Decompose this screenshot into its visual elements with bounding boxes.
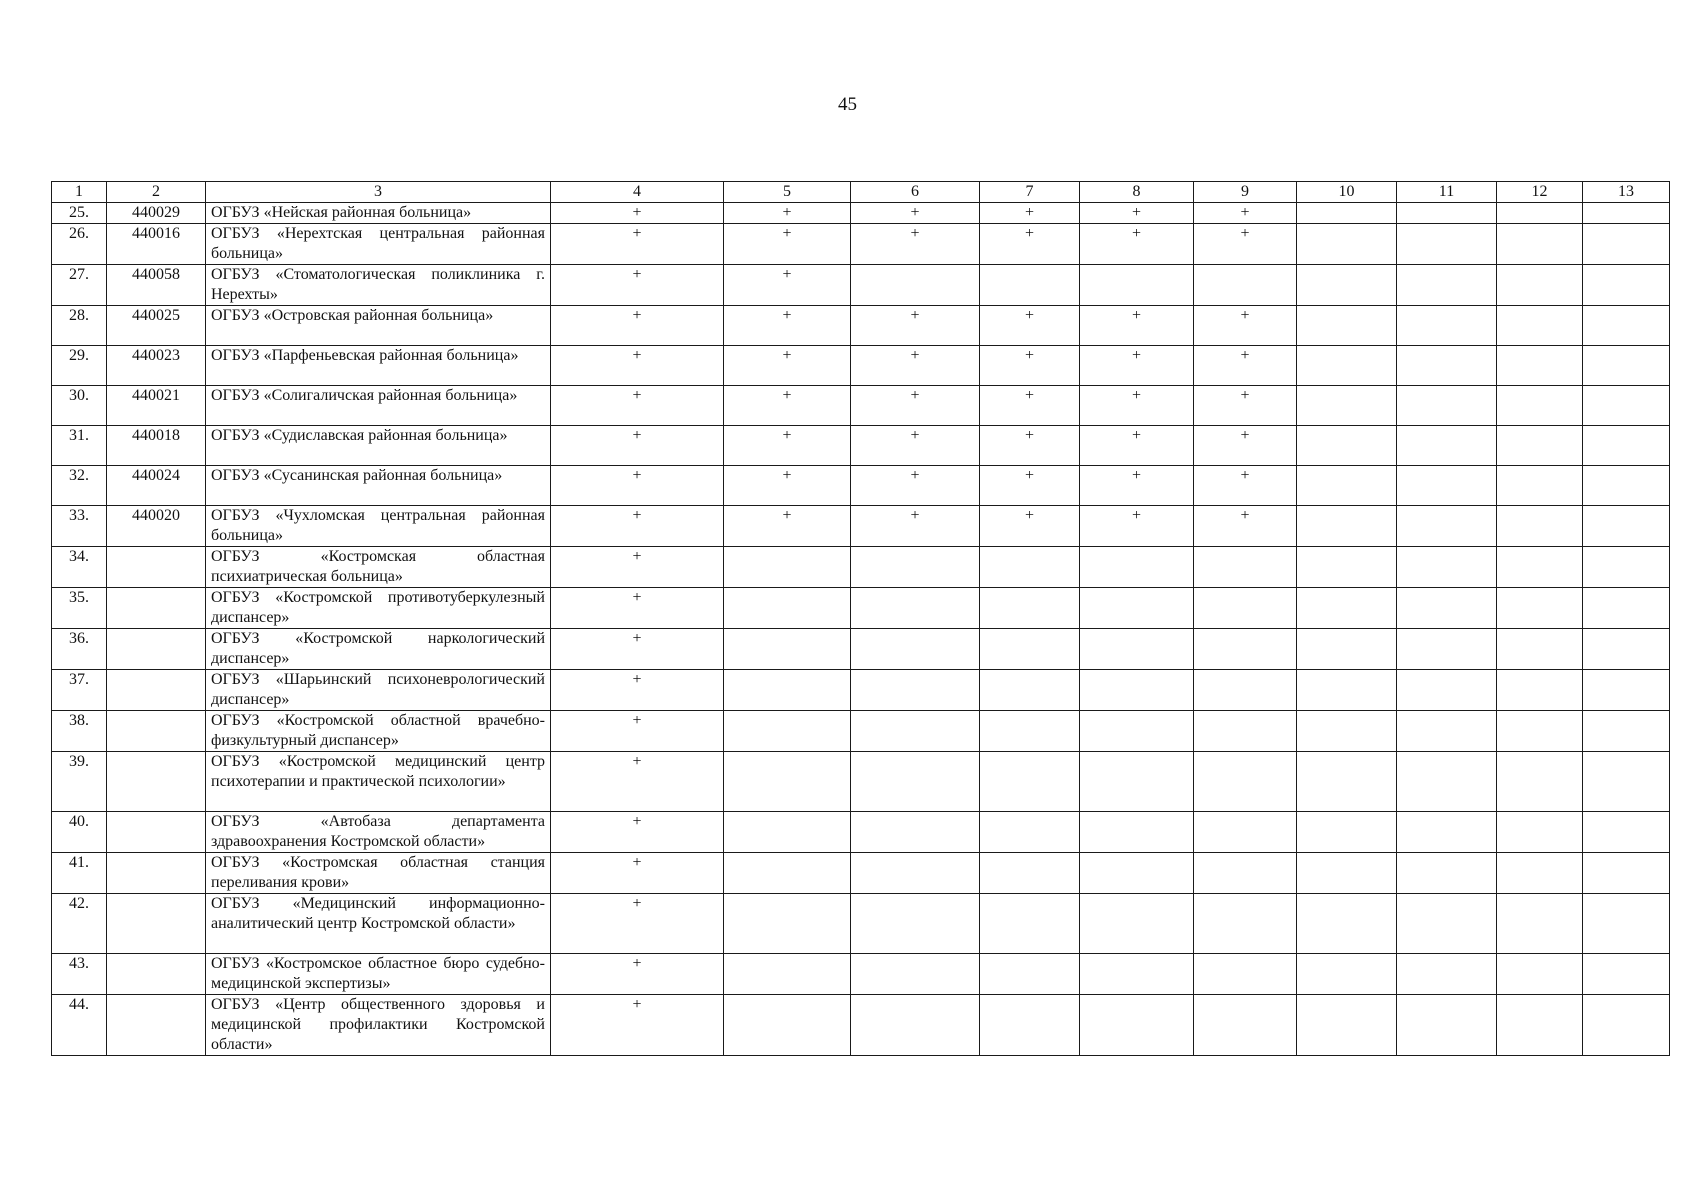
- table-row: [52, 386, 1670, 426]
- mark-cell-col-4: +: [551, 506, 724, 547]
- mark-cell-col-9: [1194, 995, 1297, 1056]
- facility-code: [107, 954, 206, 995]
- table-row: [52, 265, 1670, 306]
- mark-cell-col-9: [1194, 812, 1297, 853]
- mark-cell-col-11: [1397, 954, 1497, 995]
- mark-cell-col-4: +: [551, 265, 724, 306]
- mark-cell-col-9: +: [1194, 506, 1297, 547]
- mark-cell-col-7: [980, 812, 1080, 853]
- mark-cell-col-9: +: [1194, 426, 1297, 466]
- facility-code: [107, 812, 206, 853]
- mark-cell-col-8: +: [1080, 466, 1194, 506]
- mark-cell-col-11: [1397, 995, 1497, 1056]
- mark-cell-col-13: [1583, 506, 1670, 547]
- mark-cell-col-11: [1397, 670, 1497, 711]
- column-header-12: 12: [1497, 182, 1583, 203]
- row-number: 36.: [52, 629, 107, 670]
- mark-cell-col-10: [1297, 670, 1397, 711]
- mark-cell-col-11: [1397, 752, 1497, 812]
- mark-cell-col-4: +: [551, 588, 724, 629]
- mark-cell-col-13: [1583, 670, 1670, 711]
- row-number: 32.: [52, 466, 107, 506]
- column-header-row: [52, 182, 1670, 203]
- row-number: 31.: [52, 426, 107, 466]
- facility-name: ОГБУЗ «Нейская районная больница»: [206, 203, 551, 224]
- mark-cell-col-6: [851, 853, 980, 894]
- mark-cell-col-11: [1397, 386, 1497, 426]
- mark-cell-col-6: +: [851, 506, 980, 547]
- mark-cell-col-13: [1583, 466, 1670, 506]
- column-header-4: 4: [551, 182, 724, 203]
- mark-cell-col-5: [724, 995, 851, 1056]
- facility-name: ОГБУЗ «Костромской противотуберкулезный диспансер»: [206, 588, 551, 629]
- column-header-6: 6: [851, 182, 980, 203]
- mark-cell-col-5: +: [724, 203, 851, 224]
- mark-cell-col-12: [1497, 812, 1583, 853]
- mark-cell-col-6: [851, 711, 980, 752]
- table-row: [52, 894, 1670, 954]
- row-number: 28.: [52, 306, 107, 346]
- mark-cell-col-5: +: [724, 265, 851, 306]
- mark-cell-col-5: +: [724, 426, 851, 466]
- mark-cell-col-4: +: [551, 995, 724, 1056]
- mark-cell-col-7: [980, 853, 1080, 894]
- mark-cell-col-5: +: [724, 506, 851, 547]
- column-header-5: 5: [724, 182, 851, 203]
- mark-cell-col-6: [851, 812, 980, 853]
- mark-cell-col-6: [851, 752, 980, 812]
- column-header-9: 9: [1194, 182, 1297, 203]
- mark-cell-col-5: [724, 894, 851, 954]
- mark-cell-col-13: [1583, 711, 1670, 752]
- mark-cell-col-5: +: [724, 386, 851, 426]
- mark-cell-col-4: +: [551, 954, 724, 995]
- facility-name: ОГБУЗ «Костромская областная психиатрическая больница»: [206, 547, 551, 588]
- column-header-13: 13: [1583, 182, 1670, 203]
- mark-cell-col-7: +: [980, 203, 1080, 224]
- mark-cell-col-10: [1297, 265, 1397, 306]
- facility-code: [107, 853, 206, 894]
- facility-name: ОГБУЗ «Костромское областное бюро судебно-медицинской экспертизы»: [206, 954, 551, 995]
- mark-cell-col-12: [1497, 426, 1583, 466]
- mark-cell-col-12: [1497, 224, 1583, 265]
- mark-cell-col-7: +: [980, 466, 1080, 506]
- mark-cell-col-6: [851, 588, 980, 629]
- mark-cell-col-8: [1080, 547, 1194, 588]
- mark-cell-col-4: +: [551, 629, 724, 670]
- mark-cell-col-10: [1297, 711, 1397, 752]
- mark-cell-col-13: [1583, 426, 1670, 466]
- column-header-7: 7: [980, 182, 1080, 203]
- mark-cell-col-12: [1497, 547, 1583, 588]
- row-number: 25.: [52, 203, 107, 224]
- row-number: 30.: [52, 386, 107, 426]
- mark-cell-col-5: [724, 711, 851, 752]
- facility-name: ОГБУЗ «Парфеньевская районная больница»: [206, 346, 551, 386]
- mark-cell-col-9: +: [1194, 466, 1297, 506]
- mark-cell-col-13: [1583, 346, 1670, 386]
- mark-cell-col-7: [980, 588, 1080, 629]
- mark-cell-col-11: [1397, 346, 1497, 386]
- mark-cell-col-6: +: [851, 346, 980, 386]
- row-number: 29.: [52, 346, 107, 386]
- mark-cell-col-12: [1497, 711, 1583, 752]
- mark-cell-col-10: [1297, 386, 1397, 426]
- mark-cell-col-12: [1497, 265, 1583, 306]
- mark-cell-col-7: [980, 995, 1080, 1056]
- row-number: 42.: [52, 894, 107, 954]
- mark-cell-col-6: +: [851, 306, 980, 346]
- mark-cell-col-4: +: [551, 752, 724, 812]
- mark-cell-col-9: [1194, 853, 1297, 894]
- mark-cell-col-6: [851, 995, 980, 1056]
- mark-cell-col-7: +: [980, 346, 1080, 386]
- row-number: 33.: [52, 506, 107, 547]
- mark-cell-col-9: +: [1194, 306, 1297, 346]
- mark-cell-col-6: +: [851, 224, 980, 265]
- mark-cell-col-12: [1497, 670, 1583, 711]
- facility-code: 440020: [107, 506, 206, 547]
- mark-cell-col-8: [1080, 752, 1194, 812]
- table-row: [52, 588, 1670, 629]
- mark-cell-col-10: [1297, 224, 1397, 265]
- row-number: 41.: [52, 853, 107, 894]
- facility-name: ОГБУЗ «Стоматологическая поликлиника г. Нерехты»: [206, 265, 551, 306]
- column-header-11: 11: [1397, 182, 1497, 203]
- mark-cell-col-4: +: [551, 466, 724, 506]
- mark-cell-col-11: [1397, 812, 1497, 853]
- facility-name: ОГБУЗ «Медицинский информационно-аналитический центр Костромской области»: [206, 894, 551, 954]
- facility-name: ОГБУЗ «Судиславская районная больница»: [206, 426, 551, 466]
- mark-cell-col-4: +: [551, 812, 724, 853]
- mark-cell-col-13: [1583, 203, 1670, 224]
- mark-cell-col-10: [1297, 894, 1397, 954]
- mark-cell-col-5: [724, 629, 851, 670]
- mark-cell-col-4: +: [551, 224, 724, 265]
- mark-cell-col-4: +: [551, 547, 724, 588]
- mark-cell-col-13: [1583, 853, 1670, 894]
- row-number: 38.: [52, 711, 107, 752]
- facility-code: 440018: [107, 426, 206, 466]
- table-row: [52, 670, 1670, 711]
- mark-cell-col-7: [980, 547, 1080, 588]
- mark-cell-col-4: +: [551, 386, 724, 426]
- mark-cell-col-9: +: [1194, 346, 1297, 386]
- column-header-2: 2: [107, 182, 206, 203]
- mark-cell-col-8: [1080, 629, 1194, 670]
- mark-cell-col-11: [1397, 547, 1497, 588]
- facility-name: ОГБУЗ «Островская районная больница»: [206, 306, 551, 346]
- column-header-10: 10: [1297, 182, 1397, 203]
- facility-code: [107, 995, 206, 1056]
- facility-code: 440024: [107, 466, 206, 506]
- table-body: [52, 182, 1670, 1056]
- row-number: 37.: [52, 670, 107, 711]
- page-number: 45: [838, 94, 857, 115]
- mark-cell-col-8: [1080, 995, 1194, 1056]
- mark-cell-col-8: +: [1080, 203, 1194, 224]
- mark-cell-col-6: [851, 629, 980, 670]
- mark-cell-col-5: [724, 954, 851, 995]
- mark-cell-col-8: +: [1080, 426, 1194, 466]
- mark-cell-col-11: [1397, 306, 1497, 346]
- mark-cell-col-9: [1194, 752, 1297, 812]
- mark-cell-col-13: [1583, 629, 1670, 670]
- mark-cell-col-10: [1297, 853, 1397, 894]
- mark-cell-col-13: [1583, 306, 1670, 346]
- column-header-8: 8: [1080, 182, 1194, 203]
- mark-cell-col-6: +: [851, 426, 980, 466]
- mark-cell-col-12: [1497, 466, 1583, 506]
- mark-cell-col-6: [851, 265, 980, 306]
- mark-cell-col-13: [1583, 265, 1670, 306]
- mark-cell-col-4: +: [551, 711, 724, 752]
- mark-cell-col-13: [1583, 995, 1670, 1056]
- mark-cell-col-10: [1297, 426, 1397, 466]
- mark-cell-col-5: [724, 752, 851, 812]
- mark-cell-col-9: [1194, 711, 1297, 752]
- mark-cell-col-6: [851, 670, 980, 711]
- facility-code: 440021: [107, 386, 206, 426]
- mark-cell-col-10: [1297, 995, 1397, 1056]
- facility-name: ОГБУЗ «Нерехтская центральная районная больница»: [206, 224, 551, 265]
- mark-cell-col-7: +: [980, 426, 1080, 466]
- row-number: 26.: [52, 224, 107, 265]
- mark-cell-col-5: +: [724, 346, 851, 386]
- facility-name: ОГБУЗ «Костромской медицинский центр психотерапии и практической психологии»: [206, 752, 551, 812]
- mark-cell-col-5: [724, 670, 851, 711]
- table-row: [52, 506, 1670, 547]
- mark-cell-col-5: +: [724, 466, 851, 506]
- mark-cell-col-10: [1297, 506, 1397, 547]
- row-number: 43.: [52, 954, 107, 995]
- mark-cell-col-8: +: [1080, 224, 1194, 265]
- mark-cell-col-11: [1397, 203, 1497, 224]
- mark-cell-col-7: [980, 711, 1080, 752]
- mark-cell-col-9: +: [1194, 203, 1297, 224]
- mark-cell-col-6: +: [851, 203, 980, 224]
- mark-cell-col-10: [1297, 466, 1397, 506]
- mark-cell-col-12: [1497, 853, 1583, 894]
- mark-cell-col-12: [1497, 894, 1583, 954]
- facility-code: 440016: [107, 224, 206, 265]
- mark-cell-col-12: [1497, 995, 1583, 1056]
- facility-name: ОГБУЗ «Сусанинская районная больница»: [206, 466, 551, 506]
- table-row: [52, 306, 1670, 346]
- table-row: [52, 995, 1670, 1056]
- mark-cell-col-8: [1080, 711, 1194, 752]
- mark-cell-col-12: [1497, 386, 1583, 426]
- mark-cell-col-4: +: [551, 346, 724, 386]
- facility-code: [107, 629, 206, 670]
- facility-code: 440023: [107, 346, 206, 386]
- mark-cell-col-4: +: [551, 306, 724, 346]
- mark-cell-col-8: [1080, 894, 1194, 954]
- mark-cell-col-4: +: [551, 853, 724, 894]
- table-row: [52, 812, 1670, 853]
- facility-code: [107, 894, 206, 954]
- mark-cell-col-8: [1080, 670, 1194, 711]
- mark-cell-col-12: [1497, 346, 1583, 386]
- mark-cell-col-13: [1583, 894, 1670, 954]
- facility-code: [107, 588, 206, 629]
- mark-cell-col-9: +: [1194, 224, 1297, 265]
- mark-cell-col-13: [1583, 588, 1670, 629]
- mark-cell-col-7: [980, 670, 1080, 711]
- mark-cell-col-10: [1297, 812, 1397, 853]
- mark-cell-col-8: [1080, 588, 1194, 629]
- table-row: [52, 346, 1670, 386]
- table-row: [52, 752, 1670, 812]
- mark-cell-col-11: [1397, 466, 1497, 506]
- mark-cell-col-7: [980, 265, 1080, 306]
- facility-code: 440029: [107, 203, 206, 224]
- mark-cell-col-12: [1497, 954, 1583, 995]
- mark-cell-col-9: [1194, 588, 1297, 629]
- facility-code: 440058: [107, 265, 206, 306]
- mark-cell-col-5: [724, 812, 851, 853]
- facility-code: [107, 670, 206, 711]
- mark-cell-col-8: [1080, 954, 1194, 995]
- mark-cell-col-8: +: [1080, 506, 1194, 547]
- facility-name: ОГБУЗ «Костромской наркологический диспансер»: [206, 629, 551, 670]
- table-row: [52, 224, 1670, 265]
- mark-cell-col-7: +: [980, 506, 1080, 547]
- mark-cell-col-5: +: [724, 306, 851, 346]
- mark-cell-col-10: [1297, 629, 1397, 670]
- table-row: [52, 853, 1670, 894]
- facility-name: ОГБУЗ «Костромская областная станция переливания крови»: [206, 853, 551, 894]
- mark-cell-col-11: [1397, 711, 1497, 752]
- mark-cell-col-5: [724, 547, 851, 588]
- facilities-table: [51, 181, 1670, 1056]
- facility-name: ОГБУЗ «Центр общественного здоровья и медицинской профилактики Костромской области»: [206, 995, 551, 1056]
- mark-cell-col-8: +: [1080, 386, 1194, 426]
- mark-cell-col-4: +: [551, 426, 724, 466]
- mark-cell-col-13: [1583, 547, 1670, 588]
- mark-cell-col-10: [1297, 752, 1397, 812]
- mark-cell-col-7: [980, 954, 1080, 995]
- mark-cell-col-11: [1397, 506, 1497, 547]
- mark-cell-col-12: [1497, 629, 1583, 670]
- row-number: 44.: [52, 995, 107, 1056]
- mark-cell-col-6: [851, 954, 980, 995]
- facility-code: [107, 711, 206, 752]
- mark-cell-col-7: +: [980, 386, 1080, 426]
- mark-cell-col-7: +: [980, 306, 1080, 346]
- mark-cell-col-11: [1397, 426, 1497, 466]
- mark-cell-col-12: [1497, 752, 1583, 812]
- mark-cell-col-12: [1497, 588, 1583, 629]
- facility-code: [107, 752, 206, 812]
- mark-cell-col-12: [1497, 506, 1583, 547]
- mark-cell-col-7: [980, 629, 1080, 670]
- facility-code: 440025: [107, 306, 206, 346]
- mark-cell-col-5: [724, 588, 851, 629]
- mark-cell-col-11: [1397, 629, 1497, 670]
- mark-cell-col-9: [1194, 265, 1297, 306]
- mark-cell-col-10: [1297, 954, 1397, 995]
- mark-cell-col-7: [980, 752, 1080, 812]
- mark-cell-col-7: [980, 894, 1080, 954]
- mark-cell-col-7: +: [980, 224, 1080, 265]
- mark-cell-col-12: [1497, 203, 1583, 224]
- row-number: 39.: [52, 752, 107, 812]
- mark-cell-col-10: [1297, 588, 1397, 629]
- table-row: [52, 547, 1670, 588]
- facility-code: [107, 547, 206, 588]
- mark-cell-col-9: [1194, 954, 1297, 995]
- mark-cell-col-10: [1297, 306, 1397, 346]
- mark-cell-col-11: [1397, 894, 1497, 954]
- facility-name: ОГБУЗ «Шарьинский психоневрологический диспансер»: [206, 670, 551, 711]
- row-number: 27.: [52, 265, 107, 306]
- table-row: [52, 954, 1670, 995]
- mark-cell-col-8: [1080, 853, 1194, 894]
- mark-cell-col-8: [1080, 812, 1194, 853]
- mark-cell-col-9: [1194, 629, 1297, 670]
- mark-cell-col-9: [1194, 894, 1297, 954]
- mark-cell-col-12: [1497, 306, 1583, 346]
- table-row: [52, 203, 1670, 224]
- mark-cell-col-13: [1583, 954, 1670, 995]
- table-row: [52, 466, 1670, 506]
- mark-cell-col-13: [1583, 752, 1670, 812]
- facility-name: ОГБУЗ «Автобаза департамента здравоохранения Костромской области»: [206, 812, 551, 853]
- mark-cell-col-5: +: [724, 224, 851, 265]
- mark-cell-col-9: +: [1194, 386, 1297, 426]
- mark-cell-col-10: [1297, 203, 1397, 224]
- mark-cell-col-11: [1397, 853, 1497, 894]
- column-header-1: 1: [52, 182, 107, 203]
- mark-cell-col-8: [1080, 265, 1194, 306]
- mark-cell-col-9: [1194, 670, 1297, 711]
- mark-cell-col-4: +: [551, 894, 724, 954]
- mark-cell-col-13: [1583, 812, 1670, 853]
- mark-cell-col-5: [724, 853, 851, 894]
- mark-cell-col-10: [1297, 547, 1397, 588]
- mark-cell-col-8: +: [1080, 306, 1194, 346]
- table-row: [52, 426, 1670, 466]
- table-row: [52, 629, 1670, 670]
- mark-cell-col-4: +: [551, 203, 724, 224]
- facility-name: ОГБУЗ «Костромской областной врачебно-физкультурный диспансер»: [206, 711, 551, 752]
- table-row: [52, 711, 1670, 752]
- row-number: 35.: [52, 588, 107, 629]
- mark-cell-col-8: +: [1080, 346, 1194, 386]
- mark-cell-col-9: [1194, 547, 1297, 588]
- mark-cell-col-11: [1397, 224, 1497, 265]
- mark-cell-col-6: +: [851, 466, 980, 506]
- mark-cell-col-13: [1583, 386, 1670, 426]
- facility-name: ОГБУЗ «Солигаличская районная больница»: [206, 386, 551, 426]
- mark-cell-col-10: [1297, 346, 1397, 386]
- mark-cell-col-11: [1397, 265, 1497, 306]
- mark-cell-col-11: [1397, 588, 1497, 629]
- mark-cell-col-13: [1583, 224, 1670, 265]
- column-header-3: 3: [206, 182, 551, 203]
- row-number: 34.: [52, 547, 107, 588]
- facility-name: ОГБУЗ «Чухломская центральная районная больница»: [206, 506, 551, 547]
- mark-cell-col-6: [851, 894, 980, 954]
- mark-cell-col-6: [851, 547, 980, 588]
- row-number: 40.: [52, 812, 107, 853]
- mark-cell-col-4: +: [551, 670, 724, 711]
- mark-cell-col-6: +: [851, 386, 980, 426]
